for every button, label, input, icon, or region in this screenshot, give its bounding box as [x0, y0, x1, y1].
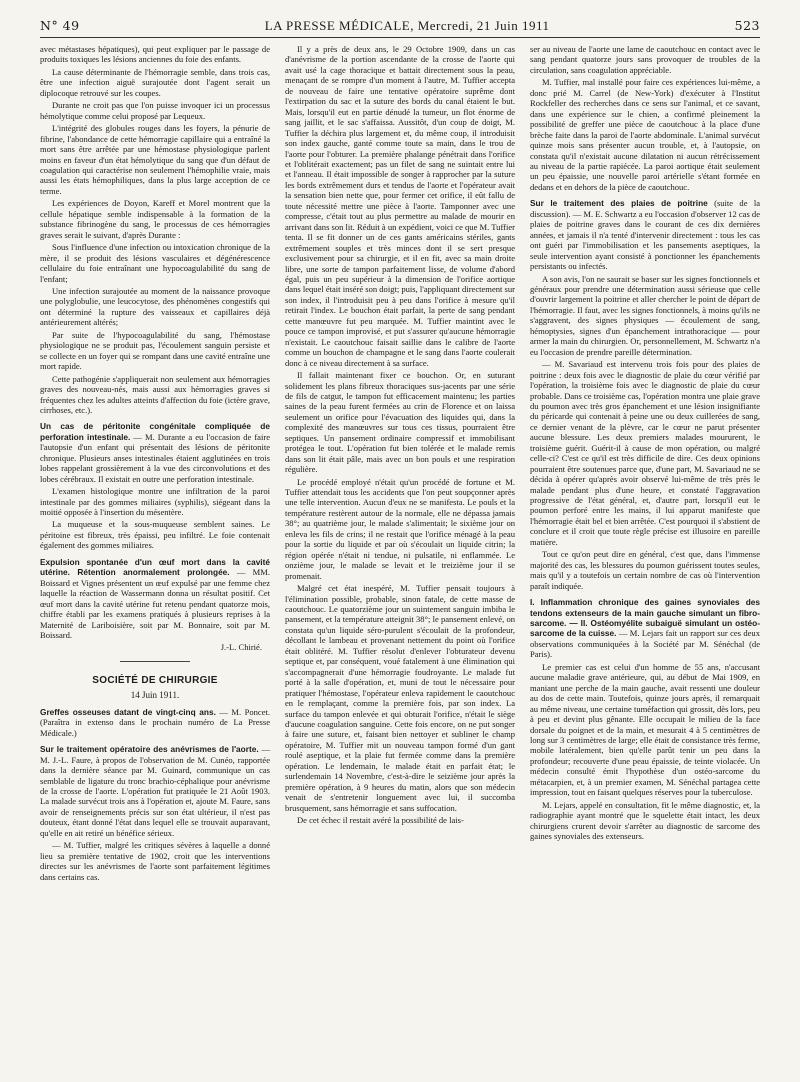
heading-title: I. Inflammation chronique des gaines synoviales des tendons extenseurs de la main gauche simulant un fibro-sarcome. — II. Ostéomyélite subaiguë simulant un ostéo-sarcome de la cuisse. — [530, 597, 760, 639]
paragraph: De cet échec il restait avéré la possibilité de lais- — [297, 815, 464, 826]
paragraph: Sous l'influence d'une infection ou intoxication chronique de la mère, il se produit des lésions vasculaires et dégénérescence cellulaire du foie entraînant une hypocoagulabilité du sang de l'enfant; — [40, 242, 270, 284]
page-header — [40, 18, 760, 38]
article-heading — [40, 707, 270, 738]
author-signature: J.-L. Chirié. — [220, 642, 262, 653]
paragraph: Par suite de l'hypocoagulabilité du sang, l'hémostase physiologique ne se produit pas, l'écoulement sanguin persiste et se collecte en un foyer qui se rompant dans une cavité entraîne une mort rapide. — [40, 329, 270, 372]
page-number: 523 — [734, 18, 760, 33]
paragraph: avec métastases hépatiques), qui peut expliquer par le passage de produits toxiques les lésions anciennes du foie des enfants. — [40, 44, 270, 65]
paragraph: La muqueuse et la sous-muqueuse semblent saines. Le péritoine est fibreux, très épaissi, peu infiltré. Le foie contenait également des gommes miliaires. — [40, 519, 270, 551]
issue-number: N° 49 — [40, 18, 80, 33]
paragraph: M. Tuffier, mal installé pour faire ces expériences lui-même, a donc prié M. Carrel (de New-York) d'exécuter à l'Institut Rockfeller des recherches dans ce sens sur l'animal, et ce savant, dans une expérience sur le chien, a confirmé pleinement la possibilité de greffer une pièce de caoutchouc à la place d'une brèche faite dans la paroi de l'aorte abdominale. L'animal survécut quinze mois sans présenter aucun trouble, et, à l'autopsie, on constata qu'il n'existait aucune dilatation ni aucun rétrécissement au niveau de la partie rapiécée. La paroi aortique était seulement un peu épaissie, une nouvelle paroi artérielle s'étant formée en dedans et en dehors de la pièce de caoutchouc. — [530, 77, 760, 192]
divider — [120, 661, 190, 662]
paragraph: Une infection surajoutée au moment de la naissance provoque une polyglobulie, une leucocytose, des phénomènes congestifs qui ont déterminé la rupture des vaisseaux et capillaires déjà antérieurement altérés; — [40, 285, 270, 328]
columns — [40, 44, 760, 884]
heading-title: Expulsion spontanée d'un œuf mort dans la cavité utérine. Rétention anormalement prolongée. — [40, 556, 270, 578]
heading-text: — M. Poncet. (Paraîtra in extenso dans le prochain numéro de La Presse Médicale.) — [40, 706, 271, 738]
paragraph: Malgré cet état inespéré, M. Tuffier pensait toujours à l'élimination possible, probable, sinon fatale, de cette masse de caoutchouc. Le quatorzième jour un suintement sanguin imbiba le pansement, et la température atteignit 38°; le pansement enlevé, on constata qu'un liquide séro-purulent s'écoulait de la profondeur, décollant le lambeau et provenant nettement du point où l'orifice était oblitéré. M. Tuffier résolut d'enlever l'obturateur devenu septique et, par conséquent, voué fatalement à une élimination qui s'accompagnerait d'une hémorragie foudroyante. Le malade fut porté à la salle d'opération, et, muni de tout le nécessaire pour pratiquer l'hémostase, l'opérateur enleva rapidement le caoutchouc en le remplaçant, comme la première fois, par son index. La surface du tampon enlevée et qui obturait l'orifice, n'était le siège d'aucune coagulation sanguine. Cette fois encore, on ne put songer à faire une suture, et, faisant bien nettoyer et subliner le champ opératoire, M. Tuffier mit un nouveau tampon formé d'un gant roulé aseptique, et la plaie fut fermée comme dans la première opération. Le lendemain, le malade était en parfait état; le surlendemain 14 Novembre, c'est-à-dire le seizième jour après la première opération, à 9 heures du matin, alors que son médecin venait de s'entretenir longuement avec lui, il succomba brusquement, sans hémorragie et sans suffocation. — [285, 583, 515, 813]
article-heading — [40, 421, 270, 484]
journal-title: LA PRESSE MÉDICALE, Mercredi, 21 Juin 1911 — [264, 18, 550, 33]
article-heading — [530, 597, 760, 660]
heading-text: — M. Durante a eu l'occasion de faire l'autopsie d'un enfant qui présentait des lésions de péritonite chronique. Plusieurs anses intestinales étaient agglutinées en trois lobes rappelant grossièrement à la vue des circonvolutions et des lobes cérébraux. Il existait en outre une perforation intestinale. — [40, 431, 270, 484]
section-date: 14 Juin 1911. — [130, 690, 180, 701]
section-title: SOCIÉTÉ DE CHIRURGIE — [92, 674, 218, 686]
heading-text: (suite de la discussion). — M. E. Schwartz a eu l'occasion d'observer 12 cas de plaies de poitrine graves dans le courant de ces dix dernières années, et jamais il n'a tenté d'intervenir directement : tous les cas ont guéri par l'immobilisation et les pansements aseptiques, la seule intervention ayant consisté à ponctionner les épanchements persistants ou infectés. — [530, 198, 760, 272]
paragraph: Le premier cas est celui d'un homme de 55 ans, n'accusant aucune maladie grave antérieure, qui, au début de Mai 1909, en maniant une perche de la main gauche, avait ressenti une douleur au dos de cette main. Toutefois, quinze jours après, il remarquait au même niveau, une certaine tuméfaction qui grossit, dès lors, peu à peu et devint plus gênante. Elle occupait le milieu de la face dorsale du poignet et de la main, et mesurait 4 à 5 centimètres de long sur 3 centimètres de large; elle était de consistance très ferme, mobile latéralement, bien qu'elle parût tenir un peu dans la profondeur; recouverte d'une peau épaissie, de teinte violacée. Un médecin consulté émit l'hypothèse d'un ostéo-sarcome du métacarpien, et, à un premier examen, M. Sénéchal partagea cette impression, tout en faisant quelques réserves pour la tuberculose. — [530, 661, 760, 798]
paragraph: Tout ce qu'on peut dire en général, c'est que, dans l'immense majorité des cas, les blessures du poumon guérissent toutes seules, mais qu'il y a toutefois un certain nombre de cas où l'intervention paraît indiquée. — [530, 549, 760, 591]
paragraph: Il fallait maintenant fixer ce bouchon. Or, en suturant solidement les plans fibreux thoraciques sus-jacents par une série de fils de catgut, le tampon fut efficacement maintenu; les parties saines de la peau furent fermées au crin de Florence et on laissa seulement un orifice pour l'évacuation des liquides qui, dans la complexité des manœuvres sur tous ces tissus, pourraient être septiques. Un pansement ordinaire compressif et immobilisant protégea le tout. L'opération fut bien tolérée et le malade remis dans son lit était pâle, mais avec un bon pouls et une respiration régulière. — [285, 370, 515, 475]
heading-text: — M. J.-L. Faure, à propos de l'observation de M. Cunéo, rapportée dans la dernière séance par M. Guinard, communique un cas semblable de ligature du tronc brachio-céphalique pour anévrisme de la crosse de l'aorte. L'opération fut pratiquée le 21 Août 1903. La malade survécut trois ans à l'opération et, ajoute M. Faure, sans avoir de renseignements précis sur son état ultérieur, il n'est pas douteux, étant donné l'état dans lequel elle se trouvait auparavant, qu'elle en ait retiré un bénéfice sérieux. — [40, 744, 270, 838]
article-heading — [40, 744, 270, 838]
paragraph: L'intégrité des globules rouges dans les foyers, la pénurie de fibrine, l'abondance de cette hémorragie capillaire qui a entraîné la mort sans être arrêtée par une hémostase physiologique parlent moins en faveur d'un état hémolytique du sang que d'un défaut de coagulation qui caractérise non seulement l'hémophilie vraie, mais aussi les états hémophiliques, dans la plus large acception de ce terme. — [40, 123, 270, 196]
heading-title: Sur le traitement opératoire des anévrismes de l'aorte. — [40, 744, 259, 755]
paragraph: L'examen histologique montre une infiltration de la paroi intestinale par des gommes miliaires (syphilis), siégeant dans la moitié opposée à l'insertion du mésentère. — [40, 486, 270, 518]
paragraph: Durante ne croit pas que l'on puisse invoquer ici un processus hémolytique comme celui proposé par Lequeux. — [40, 100, 270, 121]
heading-title: Greffes osseuses datant de vingt-cinq ans. — [40, 706, 216, 717]
paragraph: Les expériences de Doyon, Kareff et Morel montrent que la cellule hépatique semble indispensable à la formation de la substance fibrinogène du sang, le processus de ces hémorragies graves serait le suivant, d'après Durante : — [40, 198, 270, 240]
paragraph: ser au niveau de l'aorte une lame de caoutchouc en contact avec le sang pendant quatorze jours sans provoquer de troubles de la circulation, sans coagulation appréciable. — [530, 44, 760, 75]
article-heading — [40, 557, 270, 641]
article-heading — [530, 198, 760, 271]
paragraph: Cette pathogénie s'appliquerait non seulement aux hémorragies graves des nouveau-nés, mais aussi aux hémorragies graves si fréquentes chez les adultes atteints d'affection du foie (ictère grave, cirrhoses, etc.). — [40, 373, 270, 415]
heading-text: — MM. Boissard et Vignes présentent un œuf expulsé par une femme chez laquelle la réaction de Wassermann donna un résultat positif. Cet œuf mort dans la cavité utérine fut retenu pendant quatorze mois, chiffre établi par les examens pratiqués à plusieurs reprises à la Maternité de Lariboisière, soit par M. Bonnaire, soit par M. Boissard. — [40, 567, 270, 641]
heading-text: — M. Lejars fait un rapport sur ces deux observations communiquées à la Société par M. Sénéchal (de Paris). — [530, 628, 760, 660]
heading-title: Un cas de péritonite congénitale compliquée de perforation intestinale. — [40, 421, 270, 442]
column-2 — [285, 44, 515, 884]
paragraph: — M. Tuffier, malgré les critiques sévères à laquelle a donné lieu sa première tentative de 1902, croit que les interventions directes sur les anévrismes de l'aorte sont parfaitement légitimes dans certains cas. — [40, 840, 270, 882]
paragraph: A son avis, l'on ne saurait se baser sur les signes fonctionnels et généraux pour prendre une détermination aussi sérieuse que celle d'ouvrir largement la poitrine et aller chercher le point de départ de l'hémorragie. Il faut, avec les signes fonctionnels, à moins qu'ils ne s'aggravent, des signes physiques — écoulement de sang, hémoptysies, signes d'un épanchement intrathoracique — pour armer la main du chirurgien. Or, personnellement, M. Schwartz n'a eu l'occasion de prendre pareille détermination. — [530, 273, 760, 357]
paragraph: Le procédé employé n'était qu'un procédé de fortune et M. Tuffier attendait tous les accidents que l'on peut soupçonner après une telle intervention. Aucun d'eux ne se manifesta. Le pouls et la température restèrent autour de la normale, elle ne dépassa jamais 38°; au quatrième jour, le malade s'alimentait; le sixième jour on enleva les fils de crins; il ne restait que l'orifice ménagé à la peau pour la sortie du liquide et par où s'écoulait un liquide citrin; la région opérée n'était ni tendue, ni pulsatile, ni enflammée. Le onzième jour, le malade se levait et le treizième jour il se promenait. — [285, 476, 515, 581]
paragraph: — M. Savariaud est intervenu trois fois pour des plaies de poitrine : deux fois avec le diagnostic de plaie du cœur vérifié par l'opération, la troisième fois avec le diagnostic de plaie du cœur probable. Dans ce troisième cas, l'opération montra une plaie grave du poumon avec très gros épanchement et une lésion insignifiante du péricarde qui contenait à peine une ou deux cuillerées de sang, ce dernier venant de la plèvre, car le cœur ne parut présenter aucune blessure. Les deux premiers malades moururent, le troisième guérit. Guérit-il à cause de mon opération, ou malgré celle-ci? C'est ce qu'il est très difficile de dire. Ces deux opinions pourraient être soutenues parce que, d'une part, M. Savariaud ne se décida à opérer qu'après avoir observé lui-même de très près le malade pendant plus d'une heure, et constaté l'aggravation progressive de l'état général, et, d'autre part, lorsqu'il eut le poumon perforé entre les mains, il lui apparut manifeste que l'hémorragie était bel et bien arrêtée. C'est pourquoi il s'abstient de conclure et il croit que toute règle précise est illusoire en pareille matière. — [530, 359, 760, 547]
paragraph: M. Lejars, appelé en consultation, fit le même diagnostic, et, la radiographie ayant montré que le squelette était intact, les deux chirurgiens crurent devoir s'arrêter au diagnostic de sarcome des gaines synoviales des extenseurs. — [530, 799, 760, 842]
heading-title: Sur le traitement des plaies de poitrine — [530, 198, 708, 209]
paragraph: La cause déterminante de l'hémorragie semble, dans trois cas, être une infection aiguë surajoutée dont l'agent serait un diplocoque retrouvé sur les coupes. — [40, 66, 270, 98]
column-3 — [530, 44, 760, 884]
column-1 — [40, 44, 270, 884]
paragraph: Il y a près de deux ans, le 29 Octobre 1909, dans un cas d'anévrisme de la portion ascendante de la crosse de l'aorte qui avait usé la cage thoracique et battait directement sous la peau, menaçant de se rompre d'un moment à l'autre, M. Tuffier accepta de nouveau de faire une tentative opératoire suprême dont l'extirpation du sac et la suture des bords du canal étaient le but. Mais, lorsqu'il eut en partie dénudé la tumeur, un flot énorme de sang jaillit, et le sac s'affaissa. Aussitôt, d'un coup de doigt, M. Tuffier la déchira plus largement et, du même coup, il introduisit son index gauche, ganté comme toute sa main, dans le trou de l'aorte pour l'obturer. La première phalange pénétrait dans l'orifice et l'oblitérait exactement; pas un filet de sang ne suintait entre lui et l'anneau. Il était impossible de songer à rapprocher par la suture les bords extrêmement durs et tendus de l'aorte et l'opérateur avait la sensation bien nette que, pour fermer cet orifice, il eût fallu de toute nécessité mettre une pièce à l'aorte. Tamponner avec une compresse, c'était tout au plus permettre au malade de mourir en arrivant dans son lit. Réduit à un expédient, voici ce que M. Tuffier tenta. Il se fit donner un de ces gants américains stériles, gants extrêmement souples et très minces dont il se sert presque exclusivement pour sa chirurgie, et il en fit, avec sa main droite libre, une sorte de tampon parfaitement lisse, de volume d'abord égal, puis un peu supérieur à la dimension de l'orifice aortique dans lequel était inséré son doigt; puis, l'appliquant directement sur son index, il l'introduisit peu à peu dans l'orifice à mesure qu'il retirait l'index. Le bouchon était parfait, la perte de sang pendant cette manœuvre fut peu marquée. M. Tuffier maintint avec le pouce ce tampon improvisé, et put s'assurer qu'aucune hémorragie n'existait. Le caoutchouc faisait saillie dans le calibre de l'aorte comme un bouchon de champagne et le sang dans l'aorte coulerait donc à ce niveau directement à sa surface. — [285, 44, 515, 368]
